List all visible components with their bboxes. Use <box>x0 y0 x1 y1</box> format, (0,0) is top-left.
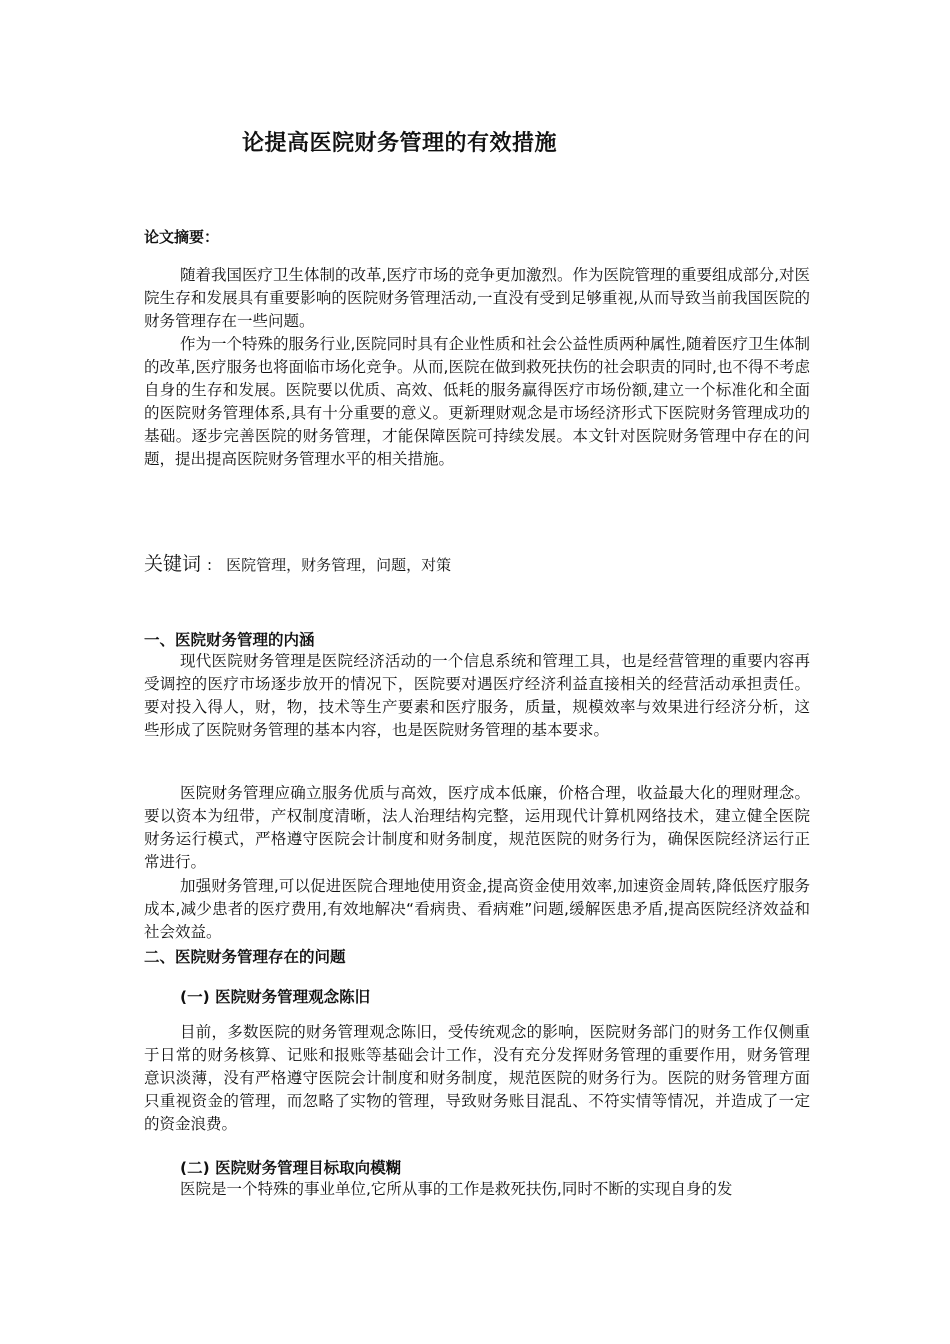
section-1-heading: 一、医院财务管理的内涵 <box>144 631 315 649</box>
document-title: 论提高医院财务管理的有效措施 <box>242 131 558 156</box>
abstract-paragraph-2: 作为一个特殊的服务行业,医院同时具有企业性质和社会公益性质两种属性,随着医疗卫生体制的改革,医疗服务也将面临市场化竞争。从而,医院在做到救死扶伤的社会职责的同时,也不得不考虑自身的生存和发展。医院要以优质、高效、低耗的服务赢得医疗市场份额,建立一个标准化和全面的医院财务管理体系,具有十分重要的意义。更新理财观念是市场经济形式下医院财务管理成功的基础。逐步完善医院的财务管理，才能保障医院可持续发展。本文针对医院财务管理中存在的问题，提出提高医院财务管理水平的相关措施。 <box>144 335 810 468</box>
section-1-paragraph-2: 医院财务管理应确立服务优质与高效，医疗成本低廉，价格合理，收益最大化的理财理念。要以资本为纽带，产权制度清晰，法人治理结构完整，运用现代计算机网络技术，建立健全医院财务运行模式，严格遵守医院会计制度和财务制度，规范医院的财务行为，确保医院经济运行正常进行。 <box>144 784 810 871</box>
keywords-label: 关键词 <box>144 553 202 575</box>
abstract-paragraph-1: 随着我国医疗卫生体制的改革,医疗市场的竞争更加激烈。作为医院管理的重要组成部分,对医院生存和发展具有重要影响的医院财务管理活动,一直没有受到足够重视,从而导致当前我国医院的财务管理存在一些问题。 <box>144 266 810 330</box>
subsection-1-heading: (一) 医院财务管理观念陈旧 <box>180 988 371 1006</box>
keywords-line <box>144 549 451 576</box>
abstract-label: 论文摘要： <box>144 228 220 246</box>
section-2-heading: 二、医院财务管理存在的问题 <box>144 948 346 966</box>
subsection-2-paragraph: 医院是一个特殊的事业单位,它所从事的工作是救死扶伤,同时不断的实现自身的发 <box>180 1180 733 1198</box>
subsection-2-heading: (二) 医院财务管理目标取向模糊 <box>180 1159 402 1177</box>
subsection-1-paragraph: 目前，多数医院的财务管理观念陈旧，受传统观念的影响，医院财务部门的财务工作仅侧重于日常的财务核算、记账和报账等基础会计工作，没有充分发挥财务管理的重要作用，财务管理意识淡薄，没有严格遵守医院会计制度和财务制度，规范医院的财务行为。医院的财务管理方面只重视资金的管理，而忽略了实物的管理，导致财务账目混乱、不符实情等情况，并造成了一定的资金浪费。 <box>144 1023 810 1133</box>
keywords-value: 医院管理，财务管理，问题，对策 <box>226 556 452 574</box>
keywords-separator: : <box>207 556 213 574</box>
section-1-paragraph-1: 现代医院财务管理是医院经济活动的一个信息系统和管理工具，也是经营管理的重要内容再受调控的医疗市场逐步放开的情况下，医院要对遇医疗经济利益直接相关的经营活动承担责任。要对投入得人，财，物，技术等生产要素和医疗服务，质量，规模效率与效果进行经济分析，这些形成了医院财务管理的基本内容，也是医院财务管理的基本要求。 <box>144 652 810 739</box>
section-1-paragraph-3: 加强财务管理,可以促进医院合理地使用资金,提高资金使用效率,加速资金周转,降低医疗服务成本,减少患者的医疗费用,有效地解决“看病贵、看病难”问题,缓解医患矛盾,提高医院经济效益和社会效益。 <box>144 877 810 941</box>
